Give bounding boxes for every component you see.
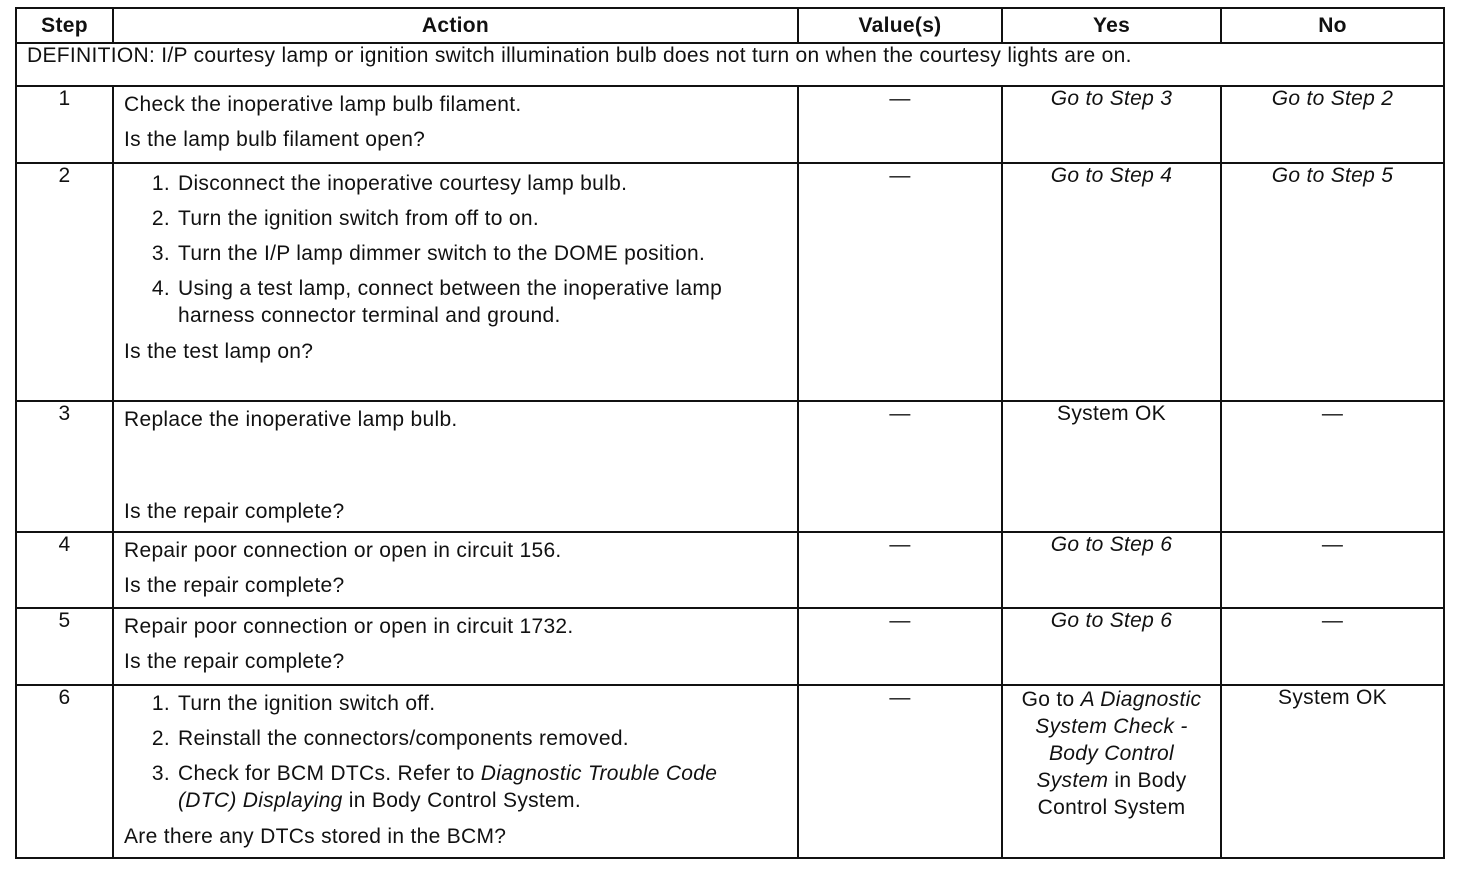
no-cell: — <box>1221 532 1444 608</box>
no-cell: Go to Step 5 <box>1221 163 1444 401</box>
header-row <box>16 8 1444 43</box>
value-cell: — <box>798 608 1002 685</box>
header-yes: Yes <box>1002 8 1221 43</box>
action-cell <box>113 532 798 608</box>
list-item: 3. Turn the I/P lamp dimmer switch to the DOME position. <box>151 242 706 265</box>
value-cell: — <box>798 532 1002 608</box>
header-no: No <box>1221 8 1444 43</box>
yes-cell: Go to Step 3 <box>1002 86 1221 163</box>
action-cell <box>113 163 798 401</box>
no-cell: — <box>1221 401 1444 532</box>
yes-cell: Go to Step 6 <box>1002 608 1221 685</box>
yes-cell: System OK <box>1002 401 1221 532</box>
step-number: 5 <box>16 608 113 685</box>
header-action: Action <box>113 8 798 43</box>
action-list <box>124 170 787 329</box>
yes-cell: Go to Step 6 <box>1002 532 1221 608</box>
action-intro: Repair poor connection or open in circuit 1732. <box>124 615 574 638</box>
table-row <box>16 86 1444 163</box>
action-cell <box>113 608 798 685</box>
action-question: Is the test lamp on? <box>124 340 314 363</box>
value-cell: — <box>798 163 1002 401</box>
action-question: Is the repair complete? <box>124 500 345 523</box>
action-intro: Repair poor connection or open in circuit 156. <box>124 539 562 562</box>
diagnostic-table <box>15 7 1445 859</box>
list-item: 2. Turn the ignition switch from off to on. <box>151 207 540 230</box>
header-step: Step <box>16 8 113 43</box>
reference-link: A Diagnostic System Check - Body Control System <box>1035 688 1202 792</box>
step-number: 1 <box>16 86 113 163</box>
list-item: 4. Using a test lamp, connect between the inoperative lamp harness connector terminal and ground. <box>151 277 723 327</box>
table-row <box>16 163 1444 401</box>
yes-cell: Go to Step 4 <box>1002 163 1221 401</box>
action-list <box>124 690 787 814</box>
step-number: 4 <box>16 532 113 608</box>
value-cell: — <box>798 86 1002 163</box>
step-number: 3 <box>16 401 113 532</box>
list-item: 1. Turn the ignition switch off. <box>151 692 436 715</box>
action-question: Is the repair complete? <box>124 650 345 673</box>
action-cell <box>113 401 798 532</box>
action-cell <box>113 685 798 858</box>
action-question: Are there any DTCs stored in the BCM? <box>124 825 507 848</box>
table-row <box>16 608 1444 685</box>
list-item: 1. Disconnect the inoperative courtesy lamp bulb. <box>151 172 628 195</box>
table-row <box>16 532 1444 608</box>
yes-cell: Go to A Diagnostic System Check - Body Control System in Body Control System <box>1002 685 1221 858</box>
no-cell: Go to Step 2 <box>1221 86 1444 163</box>
step-number: 6 <box>16 685 113 858</box>
list-item: 2. Reinstall the connectors/components removed. <box>151 727 629 750</box>
action-question: Is the lamp bulb filament open? <box>124 128 426 151</box>
no-cell: System OK <box>1221 685 1444 858</box>
step-number: 2 <box>16 163 113 401</box>
reference-link: Diagnostic Trouble Code (DTC) Displaying <box>178 762 718 812</box>
definition-row <box>16 43 1444 86</box>
action-question: Is the repair complete? <box>124 574 345 597</box>
value-cell: — <box>798 401 1002 532</box>
action-intro: Replace the inoperative lamp bulb. <box>124 408 458 431</box>
value-cell: — <box>798 685 1002 858</box>
list-item: 3. Check for BCM DTCs. Refer to Diagnostic Trouble Code (DTC) Displaying in Body Control System. <box>151 762 718 812</box>
table-row <box>16 685 1444 858</box>
action-intro: Check the inoperative lamp bulb filament. <box>124 93 522 116</box>
definition-text: DEFINITION: I/P courtesy lamp or ignition switch illumination bulb does not turn on when the courtesy lights are on. <box>16 43 1444 86</box>
table-row <box>16 401 1444 532</box>
action-cell <box>113 86 798 163</box>
no-cell: — <box>1221 608 1444 685</box>
header-values: Value(s) <box>798 8 1002 43</box>
